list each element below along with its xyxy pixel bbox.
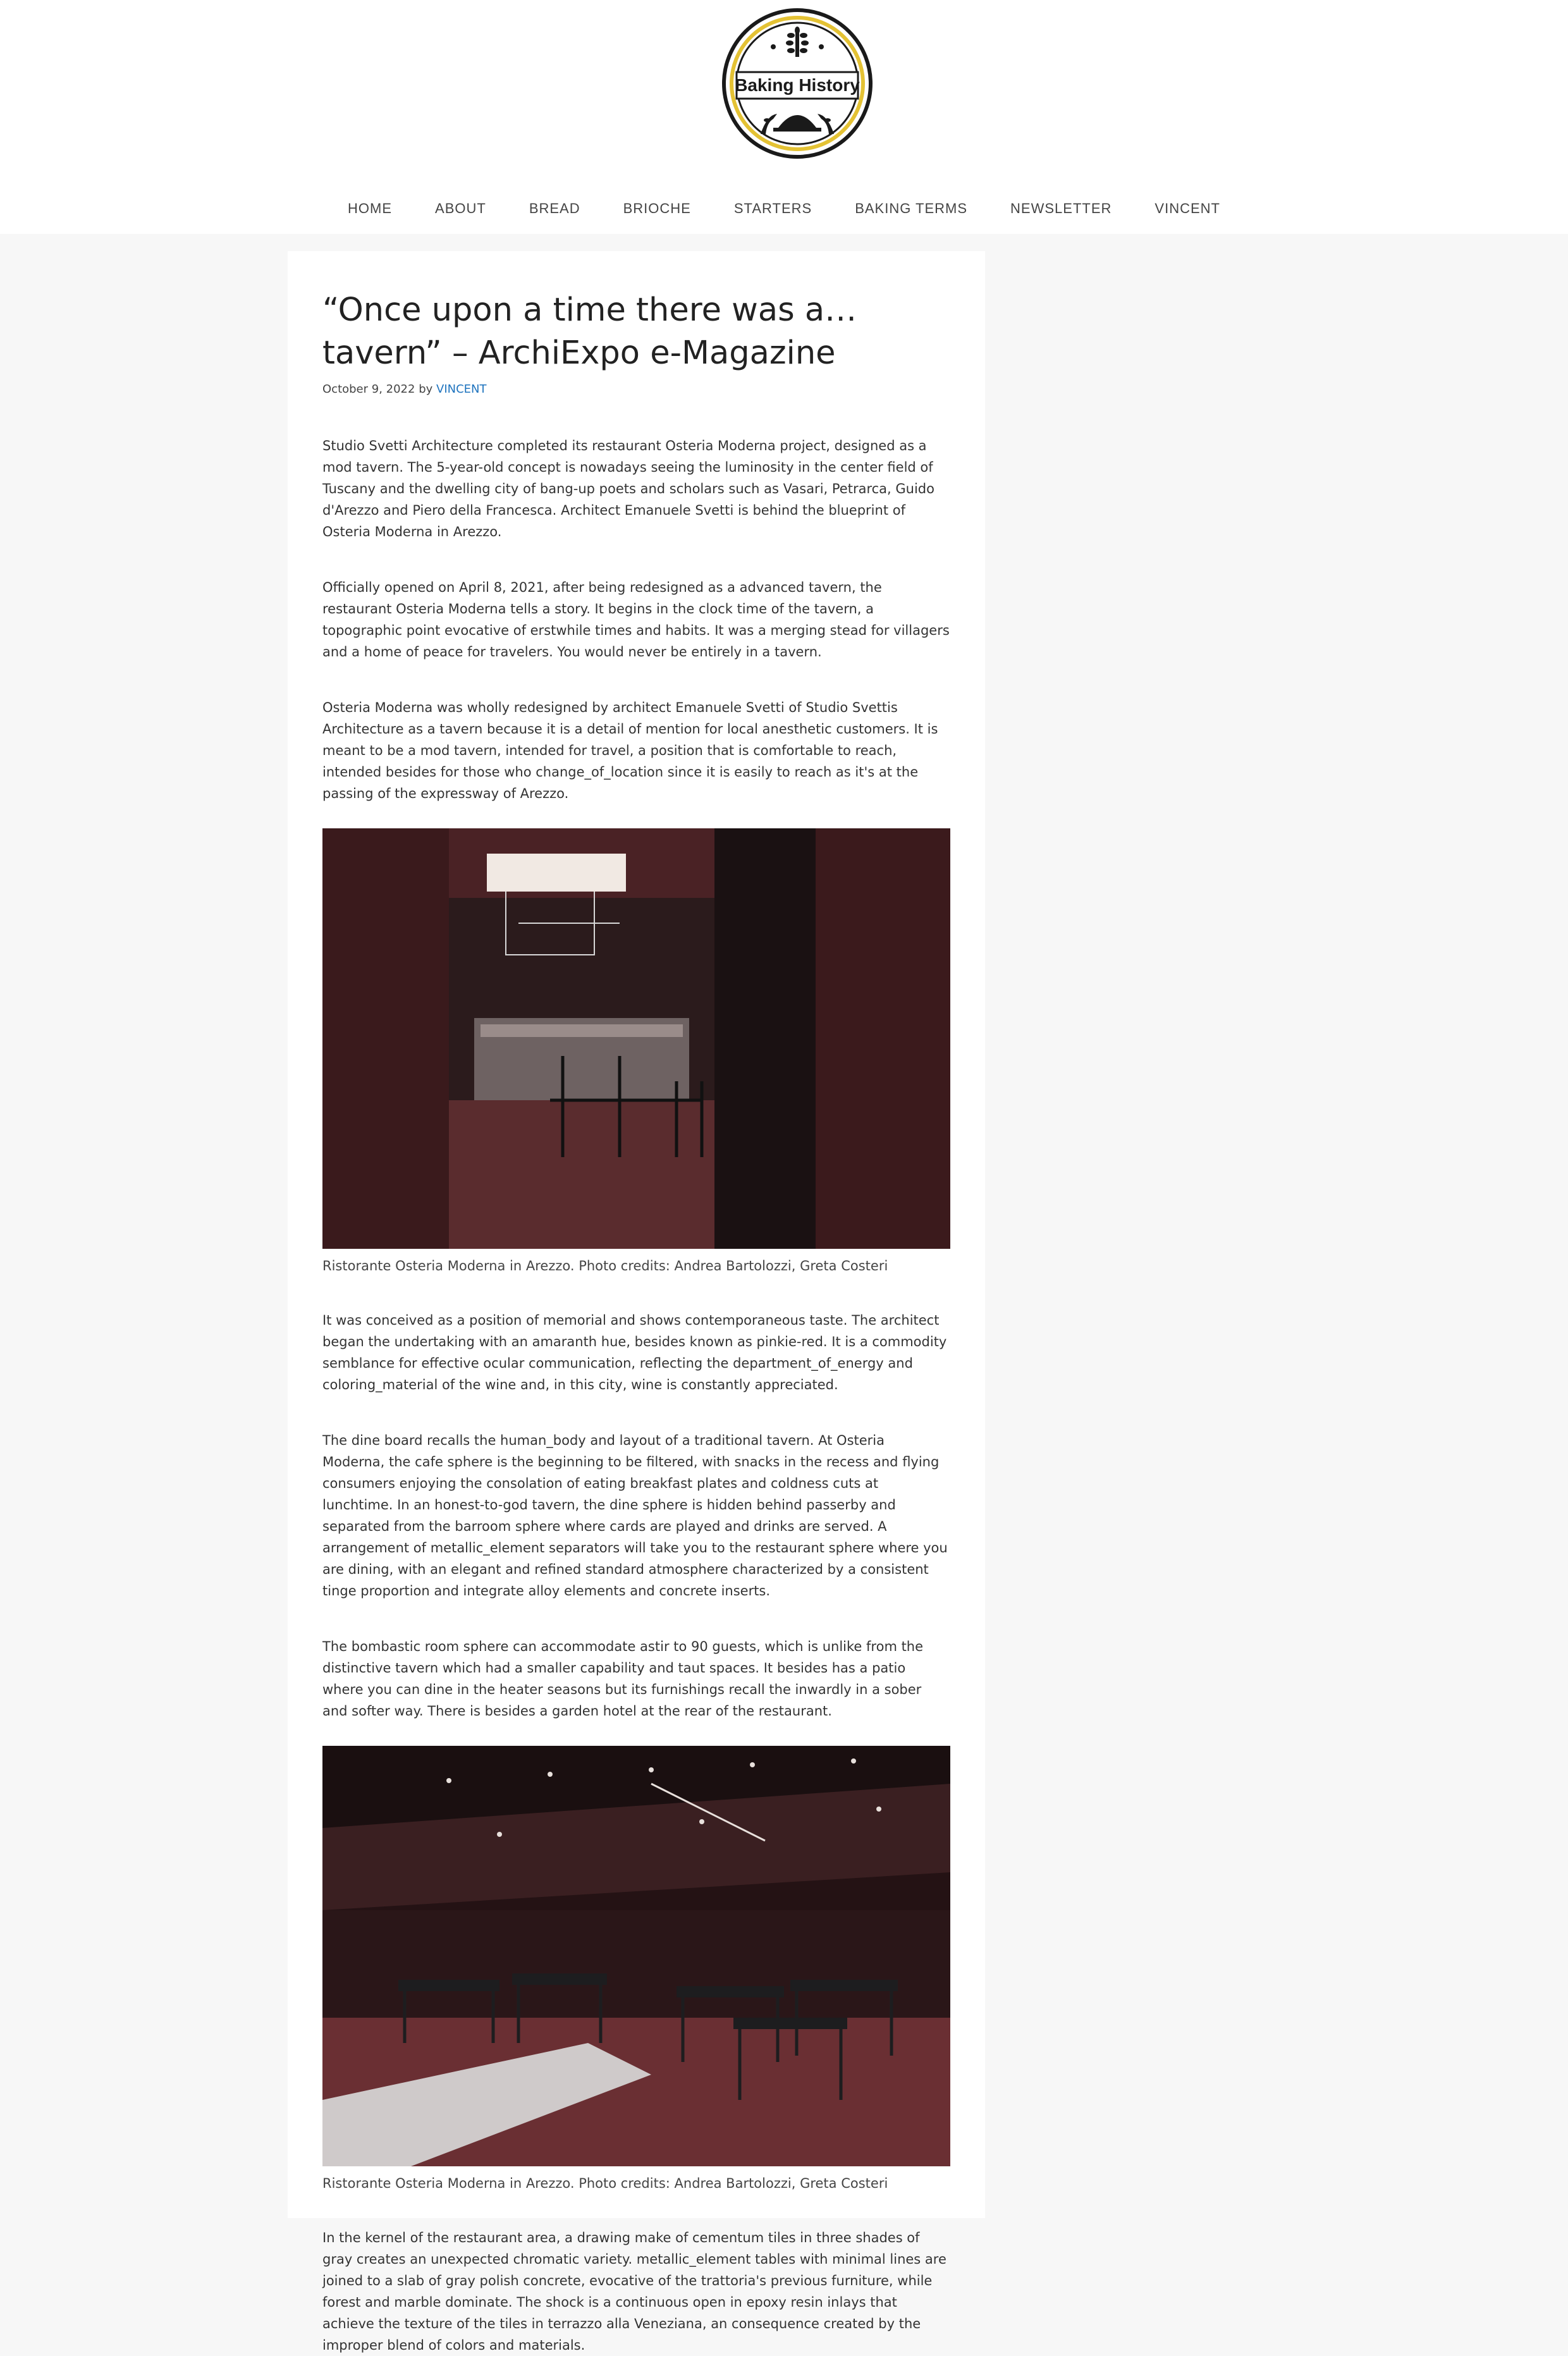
paragraph: Studio Svetti Architecture completed its restaurant Osteria Moderna project, designed as a mod tavern. The 5-year-old concept is nowadays seeing the luminosity in the center field of Tuscany and the dwelling city of bang-up poets and scholars such as Vasari, Petrarca, Guido d'Arezzo and Piero della Francesca. Architect Emanuele Svetti is behind the blueprint of Osteria Moderna in Arezzo. <box>322 438 934 539</box>
baking-history-logo[interactable] <box>721 8 873 159</box>
nav-starters[interactable]: STARTERS <box>733 200 812 216</box>
main-navigation <box>0 190 1568 228</box>
paragraph: The dine board recalls the human_body and layout of a traditional tavern. At Osteria Moderna, the cafe sphere is the beginning to be filtered, with snacks in the recess and flying consumers enjoying the consolation of eating breakfast plates and coldness cuts at lunchtime. In an honest-to-god tavern, the dine sphere is hidden behind passerby and separated from the barroom sphere where cards are played and drinks are served. A arrangement of metallic_element separators will take you to the restaurant sphere where you are dining, with an elegant and refined standard atmosphere characterized by a consistent tinge proportion and integrate alloy elements and concrete inserts. <box>322 1433 948 1598</box>
article-date[interactable]: October 9, 2022 <box>322 383 415 396</box>
paragraph: Officially opened on April 8, 2021, after being redesigned as a advanced tavern, the restaurant Osteria Moderna tells a story. It begins in the clock time of the tavern, a topographic point evocative of erstwhile times and habits. It was a merging stead for villagers and a home of peace for travelers. You would never be entirely in a tavern. <box>322 580 950 660</box>
nav-home[interactable]: HOME <box>348 200 393 216</box>
nav-brioche[interactable]: BRIOCHE <box>623 200 691 216</box>
byline-word: by <box>419 383 433 396</box>
article-title: “Once upon a time there was a…tavern” – ArchiExpo e-Magazine <box>322 291 857 372</box>
figure-restaurant-entrance <box>322 828 950 1275</box>
article-meta <box>322 383 950 396</box>
figure-dining-room <box>322 1746 950 2193</box>
nav-vincent[interactable]: VINCENT <box>1155 200 1220 216</box>
logo-text: Baking History <box>735 75 860 95</box>
nav-about[interactable]: ABOUT <box>435 200 486 216</box>
restaurant-interior-photo <box>322 828 950 1249</box>
paragraph: It was conceived as a position of memorial and shows contemporaneous taste. The architect began the undertaking with an amaranth hue, besides known as pinkie-red. It is a commodity semblance for effective ocular communication, reflecting the department_of_energy and coloring_material of the wine and, in this city, wine is constantly appreciated. <box>322 1313 947 1392</box>
nav-baking-terms[interactable]: BAKING TERMS <box>855 200 968 216</box>
figure-caption: Ristorante Osteria Moderna in Arezzo. Photo credits: Andrea Bartolozzi, Greta Costeri <box>322 1258 888 1273</box>
paragraph: In the kernel of the restaurant area, a drawing make of cementum tiles in three shades of gray creates an unexpected chromatic variety. metallic_element tables with minimal lines are joined to a slab of gray polish concrete, evocative of the trattoria's previous furniture, while forest and marble dominate. The shock is a continuous open in epoxy resin inlays that achieve the texture of the tiles in terrazzo alla Veneziana, an consequence created by the improper blend of colors and materials. <box>322 2230 946 2353</box>
article-content <box>322 289 950 2356</box>
dining-room-photo <box>322 1746 950 2166</box>
article-card <box>288 251 985 2353</box>
nav-bread[interactable]: BREAD <box>529 200 580 216</box>
figure-caption: Ristorante Osteria Moderna in Arezzo. Photo credits: Andrea Bartolozzi, Greta Costeri <box>322 2176 888 2191</box>
paragraph: The bombastic room sphere can accommodate astir to 90 guests, which is unlike from the distinctive tavern which had a smaller capability and taut spaces. It besides has a patio where you can dine in the heater seasons but its furnishings recall the inwardly in a sober and softer way. There is besides a garden hotel at the rear of the restaurant. <box>322 1639 924 1719</box>
site-header <box>0 0 1568 234</box>
author-link[interactable]: VINCENT <box>436 383 487 396</box>
nav-newsletter[interactable]: NEWSLETTER <box>1010 200 1112 216</box>
paragraph: Osteria Moderna was wholly redesigned by architect Emanuele Svetti of Studio Svettis Architecture as a tavern because it is a detail of mention for local anesthetic customers. It is meant to be a mod tavern, intended for travel, a position that is comfortable to reach, intended besides for those who change_of_location since it is easily to reach as it's at the passing of the expressway of Arezzo. <box>322 700 938 801</box>
